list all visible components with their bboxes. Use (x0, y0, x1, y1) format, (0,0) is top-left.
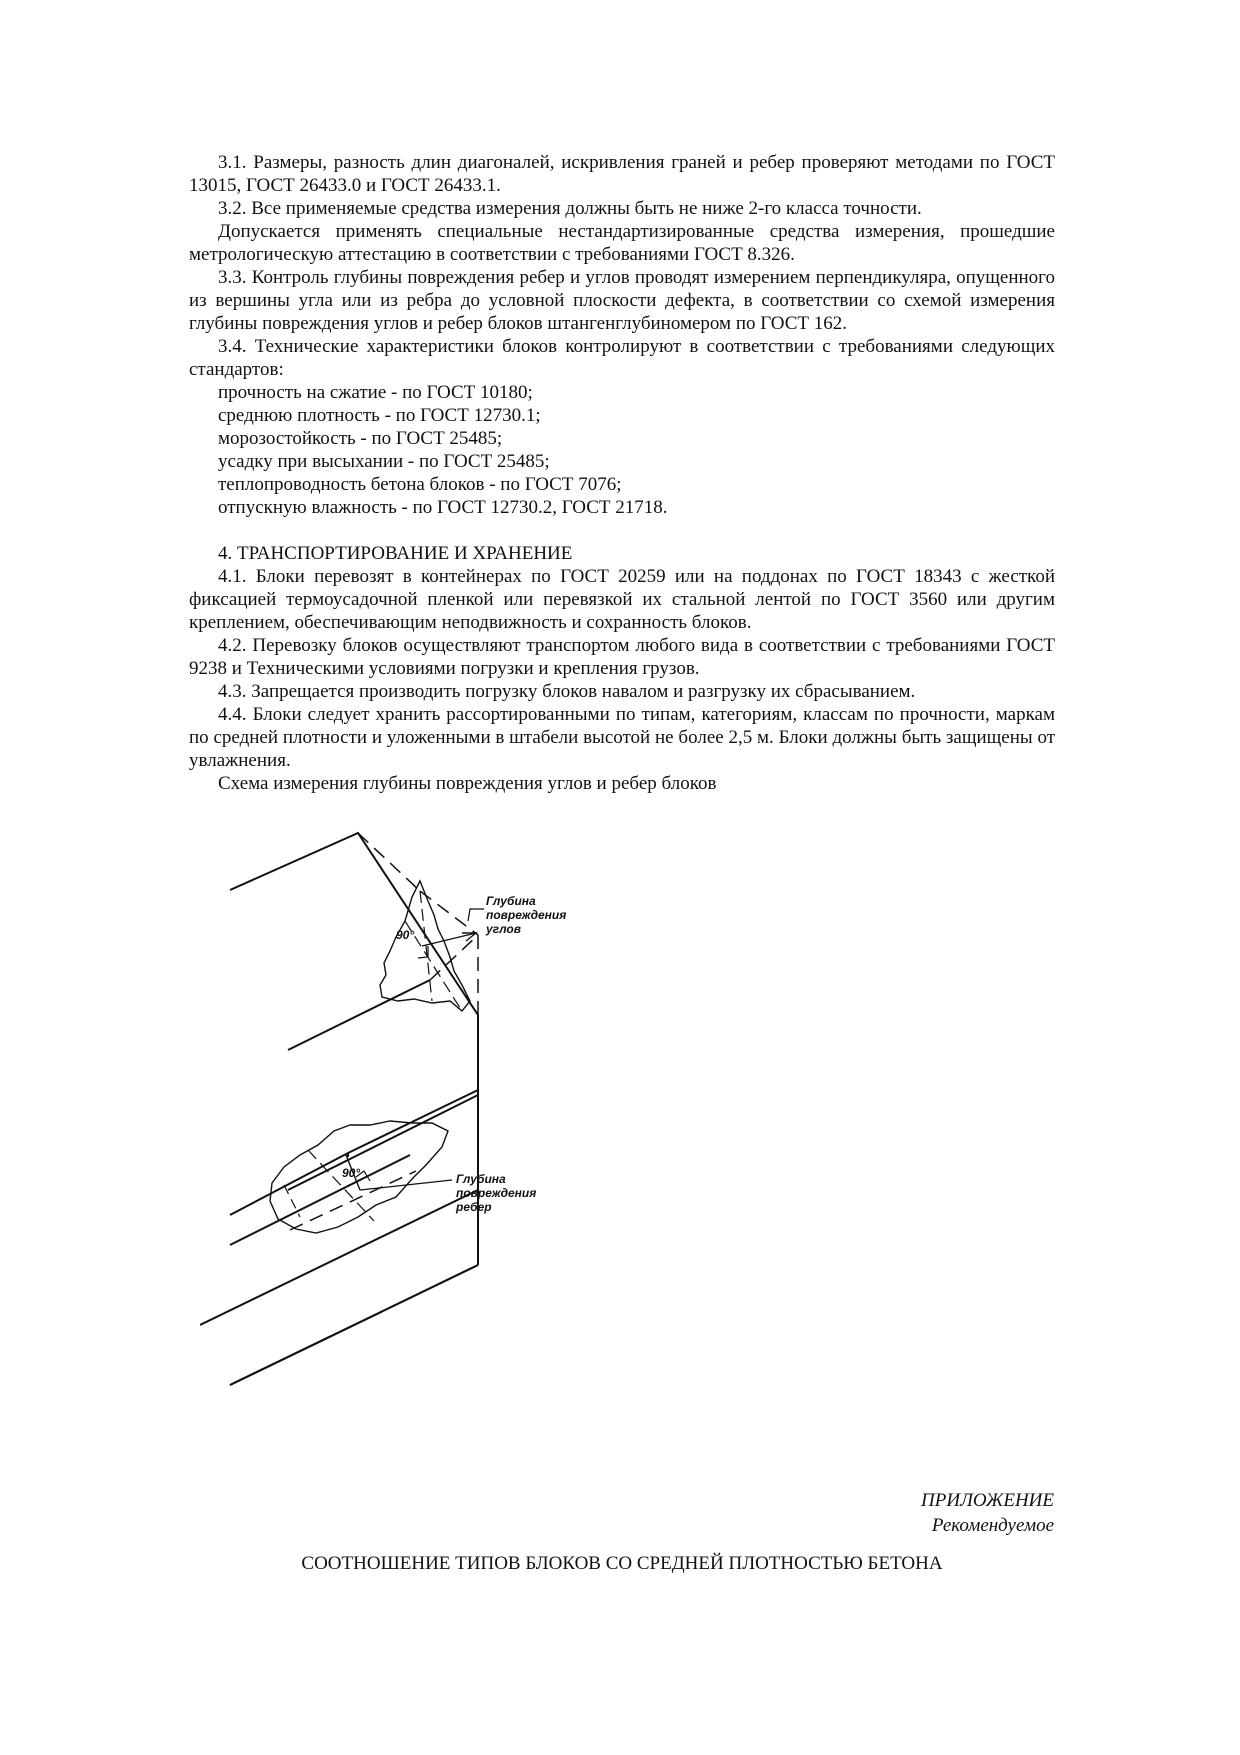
paragraph-3-1: 3.1. Размеры, разность длин диагоналей, искривления граней и ребер проверяют методами по ГОСТ 13015, ГОСТ 26433.0 и ГОСТ 26433.1. (189, 152, 1055, 196)
paragraph-3-4: 3.4. Технические характеристики блоков контролируют в соответствии с требованиями следующих стандартов: (189, 336, 1055, 380)
corner-damage-drawing (230, 833, 484, 1385)
paragraph-4-2: 4.2. Перевозку блоков осуществляют транспортом любого вида в соответствии с требованиями ГОСТ 9238 и Техническими условиями погрузки и крепления грузов. (189, 635, 1055, 679)
corner-angle-label: 90° (396, 928, 415, 942)
appendix-title: СООТНОШЕНИЕ ТИПОВ БЛОКОВ СО СРЕДНЕЙ ПЛОТНОСТЬЮ БЕТОНА (301, 1553, 943, 1574)
paragraph-4-4: 4.4. Блоки следует хранить рассортированными по типам, категориям, классам по прочности, маркам по средней плотности и уложенными в штабели высотой не более 2,5 м. Блоки должны быть защищены от увлажнения. (189, 704, 1055, 771)
paragraph-4-1: 4.1. Блоки перевозят в контейнерах по ГОСТ 20259 или на поддонах по ГОСТ 18343 с жесткой фиксацией термоусадочной пленкой или перевязкой их стальной лентой по ГОСТ 3560 или другим креплением, обеспечивающим неподвижность и сохранность блоков. (189, 566, 1055, 633)
scheme-caption: Схема измерения глубины повреждения углов и ребер блоков (218, 773, 717, 794)
paragraph-3-3: 3.3. Контроль глубины повреждения ребер и углов проводят измерением перпендикуляра, опущенного из вершины угла или из ребра до условной плоскости дефекта, в соответствии со схемой измерения глубины повреждения углов и ребер блоков штангенглубиномером по ГОСТ 162. (189, 267, 1055, 334)
edge-depth-label-line3: ребер (456, 1200, 492, 1214)
corner-depth-label-line1: Глубина (486, 894, 536, 908)
corner-depth-label-line3: углов (486, 922, 521, 936)
damage-measurement-diagram (200, 825, 620, 1465)
appendix-status: Рекомендуемое (931, 1515, 1054, 1536)
list-item: морозостойкость - по ГОСТ 25485; (218, 428, 503, 449)
list-item: прочность на сжатие - по ГОСТ 10180; (218, 382, 533, 403)
edge-depth-label-line1: Глубина (456, 1172, 506, 1186)
appendix-header (921, 1488, 1054, 1538)
edge-angle-label: 90° (342, 1166, 361, 1180)
paragraph-4-3: 4.3. Запрещается производить погрузку блоков навалом и разгрузку их сбрасыванием. (218, 681, 916, 702)
paragraph-3-2: 3.2. Все применяемые средства измерения должны быть не ниже 2-го класса точности. (218, 198, 922, 219)
list-item: усадку при высыхании - по ГОСТ 25485; (218, 451, 550, 472)
paragraph-3-2-continued: Допускается применять специальные нестандартизированные средства измерения, прошедшие метрологическую аттестацию в соответствии с требованиями ГОСТ 8.326. (189, 221, 1055, 265)
edge-damage-drawing (200, 1090, 478, 1385)
document-body (189, 151, 1055, 795)
list-item: отпускную влажность - по ГОСТ 12730.2, ГОСТ 21718. (218, 497, 668, 518)
appendix-label: ПРИЛОЖЕНИЕ (921, 1490, 1054, 1511)
list-item: теплопроводность бетона блоков - по ГОСТ 7076; (218, 474, 622, 495)
list-item: среднюю плотность - по ГОСТ 12730.1; (218, 405, 541, 426)
edge-depth-label-line2: повреждения (456, 1186, 537, 1200)
corner-depth-label-line2: повреждения (486, 908, 567, 922)
section-4-heading: 4. ТРАНСПОРТИРОВАНИЕ И ХРАНЕНИЕ (218, 543, 573, 564)
